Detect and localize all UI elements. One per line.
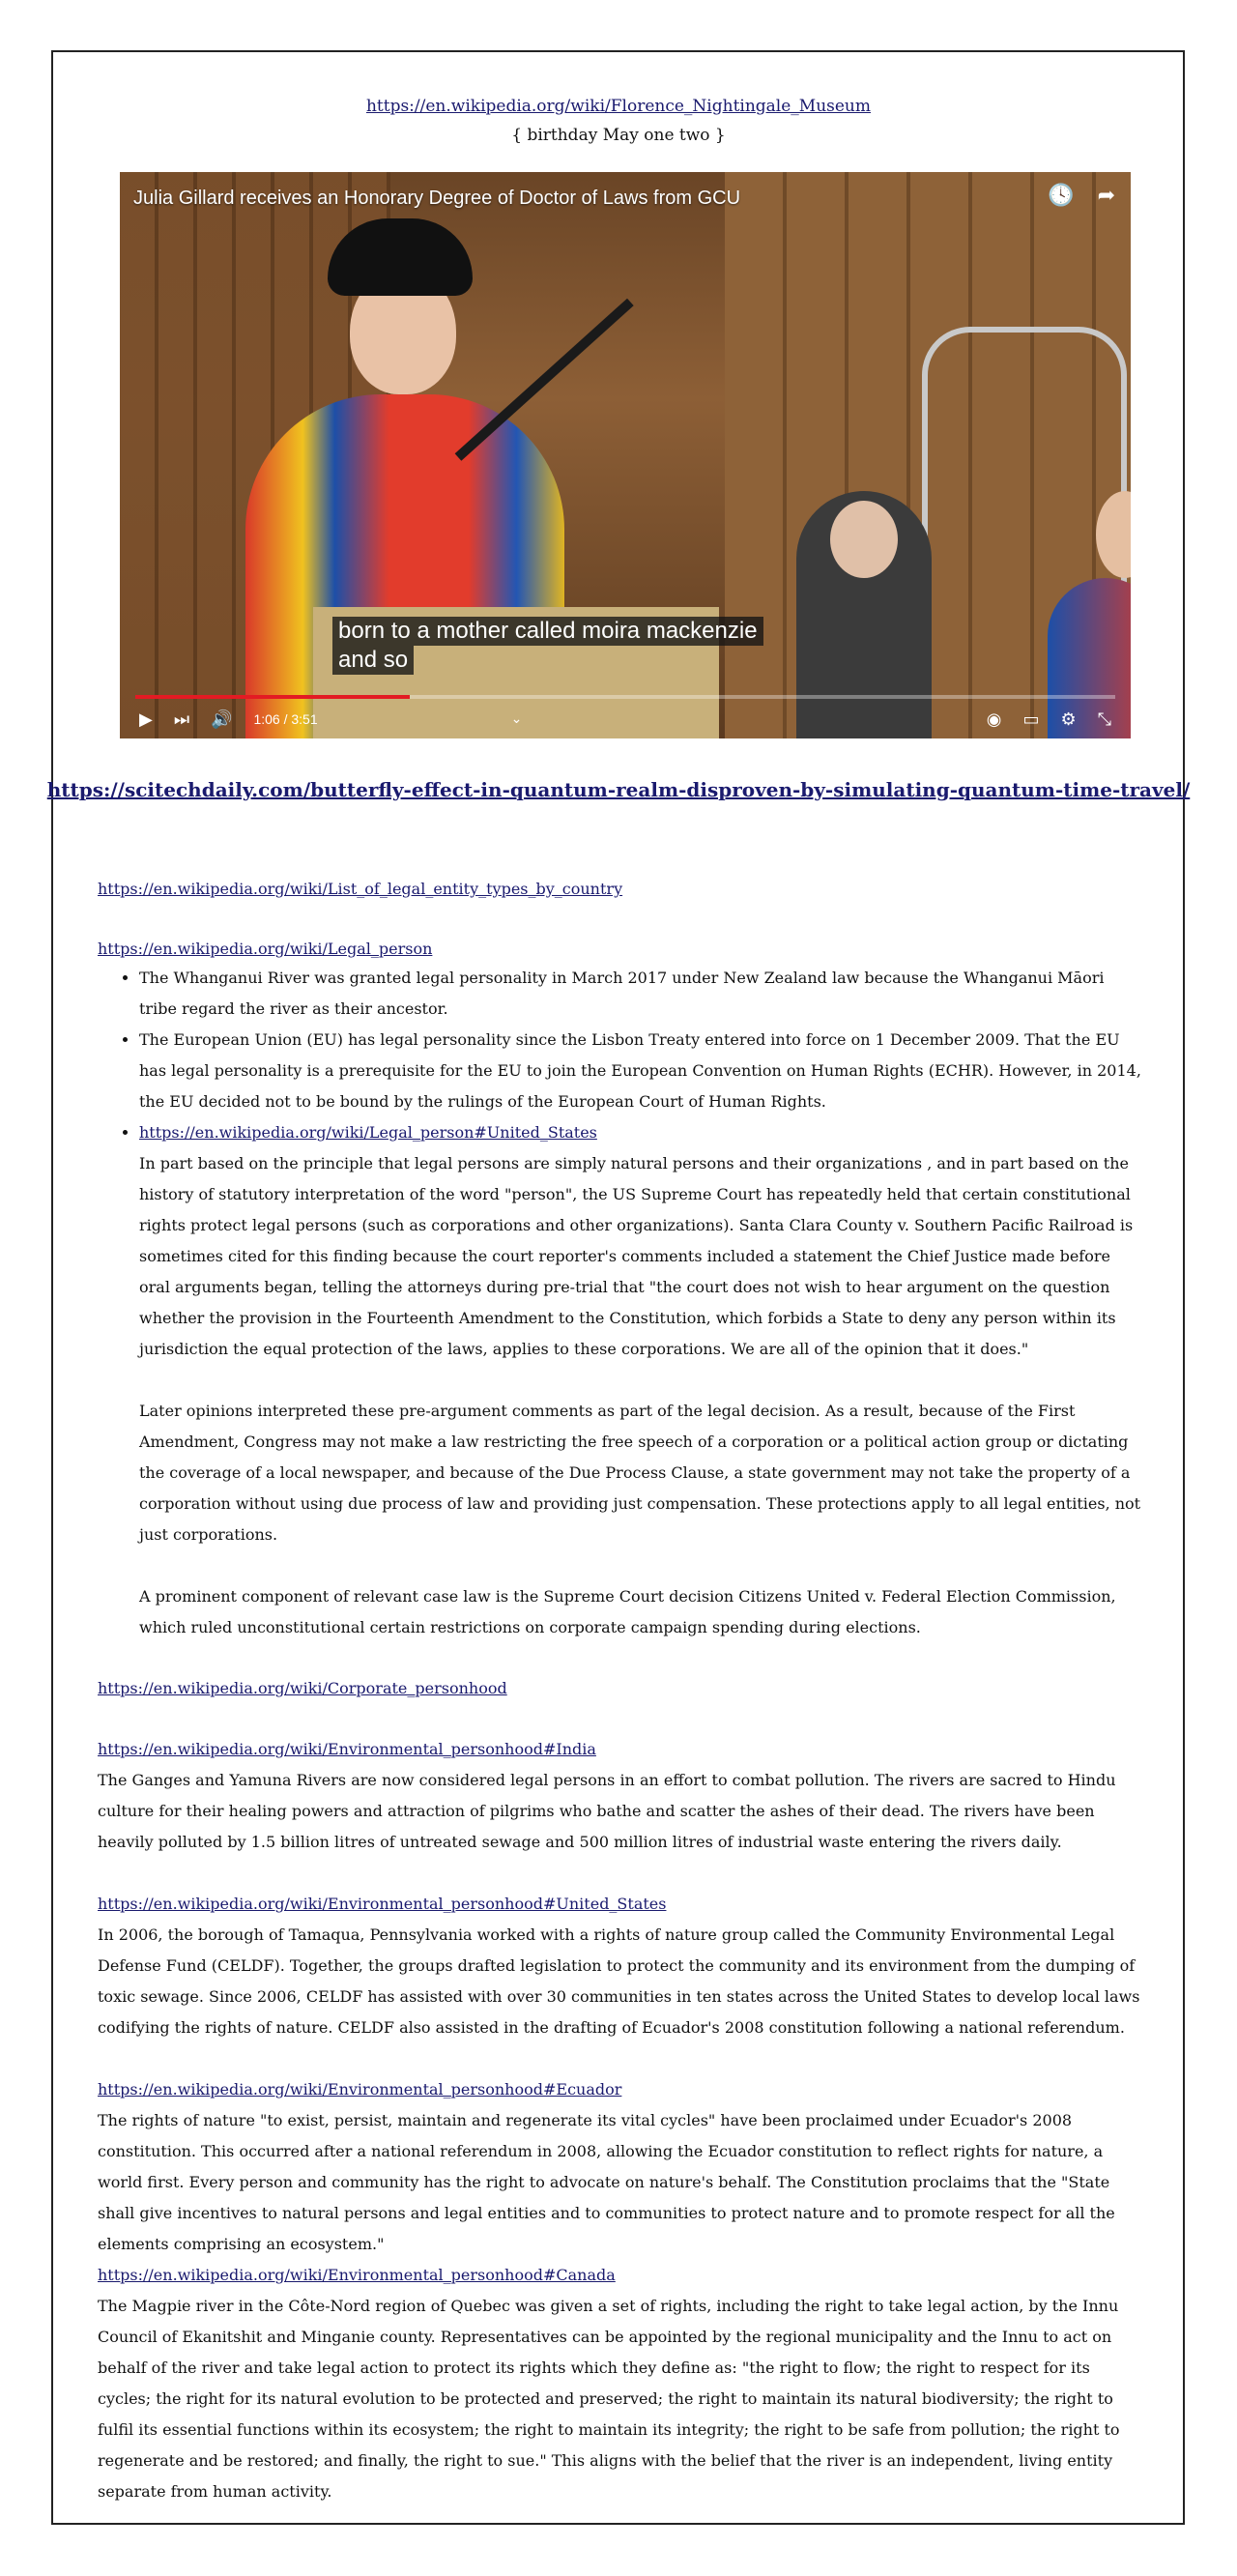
india-section xyxy=(98,1734,1141,1858)
canada-section xyxy=(98,2260,1141,2507)
play-icon[interactable]: ▶ xyxy=(139,709,153,730)
legal-person-bullets xyxy=(98,963,1141,1659)
caption-line-1: born to a mother called moira mackenzie xyxy=(332,617,763,646)
legal-entity-types-link[interactable]: https://en.wikipedia.org/wiki/List_of_legal_entity_types_by_country xyxy=(98,880,623,898)
video-controls xyxy=(120,702,1131,737)
us-env-paragraph: In 2006, the borough of Tamaqua, Pennsylvania worked with a rights of nature group called the Community Environmental Legal Defense Fund (CELDF). Together, the groups drafted legislation to protect the community and its environment from the dumping of toxic sewage. Since 2006, CELDF has assisted with over 30 communities in ten states across the United States to develop local laws codifying the rights of nature. CELDF also assisted in the drafting of Ecuador's 2008 constitution following a national referendum. xyxy=(98,1925,1140,2037)
env-ecuador-link[interactable]: https://en.wikipedia.org/wiki/Environmental_personhood#Ecuador xyxy=(98,2080,622,2098)
chevron-down-icon[interactable]: ⌄ xyxy=(510,711,523,727)
video-progress-fill xyxy=(135,695,410,699)
scitechdaily-link[interactable]: https://scitechdaily.com/butterfly-effect-in-quantum-realm-disproven-by-simulating-quantum-time-travel/ xyxy=(46,778,1191,801)
ecuador-paragraph: The rights of nature "to exist, persist, maintain and regenerate its vital cycles" have been proclaimed under Ecuador's 2008 constitution. This occurred after a national referendum in 2008, allowing the Ecuador constitution to reflect rights for nature, a world first. Every person and community has the right to advocate on nature's behalf. The Constitution proclaims that the "State shall give incentives to natural persons and legal entities and to communities to protect nature and to promote respect for all the elements comprising an ecosystem." xyxy=(98,2111,1115,2253)
corporate-personhood-row xyxy=(98,1673,1141,1704)
clock-icon[interactable]: 🕓 xyxy=(1048,184,1075,208)
video-progress-bar[interactable] xyxy=(135,695,1115,699)
video-microphone xyxy=(455,299,634,461)
us-env-section xyxy=(98,1889,1141,2043)
us-paragraph-3: A prominent component of relevant case law is the Supreme Court decision Citizens United v. Federal Election Commission, which ruled unconstitutional certain restrictions on corporate campaign spending during elections. xyxy=(139,1587,1116,1636)
video-controls-right xyxy=(987,709,1111,730)
legal-person-us-link[interactable]: https://en.wikipedia.org/wiki/Legal_person#United_States xyxy=(139,1123,597,1142)
corporate-personhood-link[interactable]: https://en.wikipedia.org/wiki/Corporate_personhood xyxy=(98,1679,507,1697)
env-india-link[interactable]: https://en.wikipedia.org/wiki/Environmental_personhood#India xyxy=(98,1740,596,1758)
bullet-whanganui: • The Whanganui River was granted legal personality in March 2017 under New Zealand law because the Whanganui Māori tribe regard the river as their ancestor. xyxy=(139,963,1141,1025)
canada-paragraph: The Magpie river in the Côte-Nord region of Quebec was given a set of rights, including the right to take legal action, by the Innu Council of Ekanitshit and Minganie county. Representatives can be appointed by the regional municipality and the Innu to act on behalf of the river and take legal action to protect its rights which they define as: "the right to flow; the right to respect for its cycles; the right for its natural evolution to be protected and preserved; the right to maintain its natural biodiversity; the right to fulfil its essential functions within its ecosystem; the right to maintain its integrity; the right to be safe from pollution; the right to regenerate and be restored; and finally, the right to sue." This aligns with the belief that the river is an independent, living entity separate from human activity. xyxy=(98,2297,1120,2501)
bullet-list xyxy=(98,963,1141,1643)
legal-entity-types-row xyxy=(98,874,1141,905)
birthday-note: { birthday May one two } xyxy=(511,126,726,145)
video-top-icons xyxy=(1048,184,1115,208)
env-canada-link[interactable]: https://en.wikipedia.org/wiki/Environmental_personhood#Canada xyxy=(98,2266,616,2284)
bullet-us xyxy=(139,1117,1141,1643)
exit-fullscreen-icon[interactable]: ⤡ xyxy=(1097,709,1111,730)
video-player[interactable] xyxy=(120,172,1131,738)
video-title[interactable]: Julia Gillard receives an Honorary Degree of Doctor of Laws from GCU xyxy=(133,188,741,209)
legal-person-link[interactable]: https://en.wikipedia.org/wiki/Legal_person xyxy=(98,940,433,958)
gear-icon[interactable]: ⚙ xyxy=(1060,709,1077,730)
india-paragraph: The Ganges and Yamuna Rivers are now considered legal persons in an effort to combat pollution. The rivers are sacred to Hindu culture for their healing powers and attraction of pilgrims who bathe and scatter the ashes of their dead. The rivers have been heavily polluted by 1.5 billion litres of untreated sewage and 500 million litres of industrial waste entering the rivers daily. xyxy=(98,1771,1116,1851)
top-link-row xyxy=(0,97,1237,116)
env-us-link[interactable]: https://en.wikipedia.org/wiki/Environmental_personhood#United_States xyxy=(98,1895,667,1913)
subtitles-icon[interactable]: ▭ xyxy=(1022,709,1040,730)
video-person-background-head xyxy=(830,501,898,578)
volume-icon[interactable]: 🔊 xyxy=(211,709,233,730)
bullet-eu: • The European Union (EU) has legal personality since the Lisbon Treaty entered into force on 1 December 2009. That the EU has legal personality is a prerequisite for the EU to join the European Convention on Human Rights (ECHR). However, in 2014, the EU decided not to be bound by the rulings of the European Court of Human Rights. xyxy=(139,1025,1141,1117)
florence-nightingale-link[interactable]: https://en.wikipedia.org/wiki/Florence_Nightingale_Museum xyxy=(365,97,872,116)
us-paragraph-1: In part based on the principle that legal persons are simply natural persons and their organizations , and in part based on the history of statutory interpretation of the word "person", the US Supreme Court has repeatedly held that certain constitutional rights protect legal persons (such as corporations and other organizations). Santa Clara County v. Southern Pacific Railroad is sometimes cited for this finding because the court reporter's comments included a statement the Chief Justice made before oral arguments began, telling the attorneys during pre-trial that "the court does not wish to hear argument on the question whether the provision in the Fourteenth Amendment to the Constitution, which forbids a State to deny any person within its jurisdiction the equal protection of the laws, applies to these corporations. We are all of the opinion that it does." xyxy=(139,1154,1134,1358)
video-caption xyxy=(332,617,763,675)
us-paragraph-2: Later opinions interpreted these pre-argument comments as part of the legal decision. As a result, because of the First Amendment, Congress may not make a law restricting the free speech of a corporation or a political action group or dictating the coverage of a local newspaper, and because of the Due Process Clause, a state government may not take the property of a corporation without using due process of law and providing just compensation. These protections apply to all legal entities, not just corporations. xyxy=(139,1402,1141,1544)
autoplay-icon[interactable]: ◉ xyxy=(986,709,1002,730)
big-link-row xyxy=(0,778,1237,801)
video-time: 1:06 / 3:51 xyxy=(253,711,318,727)
legal-person-row xyxy=(98,934,1141,965)
share-icon[interactable]: ➦ xyxy=(1097,184,1115,208)
ecuador-section xyxy=(98,2074,1141,2260)
caption-line-2: and so xyxy=(332,646,414,675)
next-icon[interactable]: ⏭ xyxy=(173,709,190,730)
